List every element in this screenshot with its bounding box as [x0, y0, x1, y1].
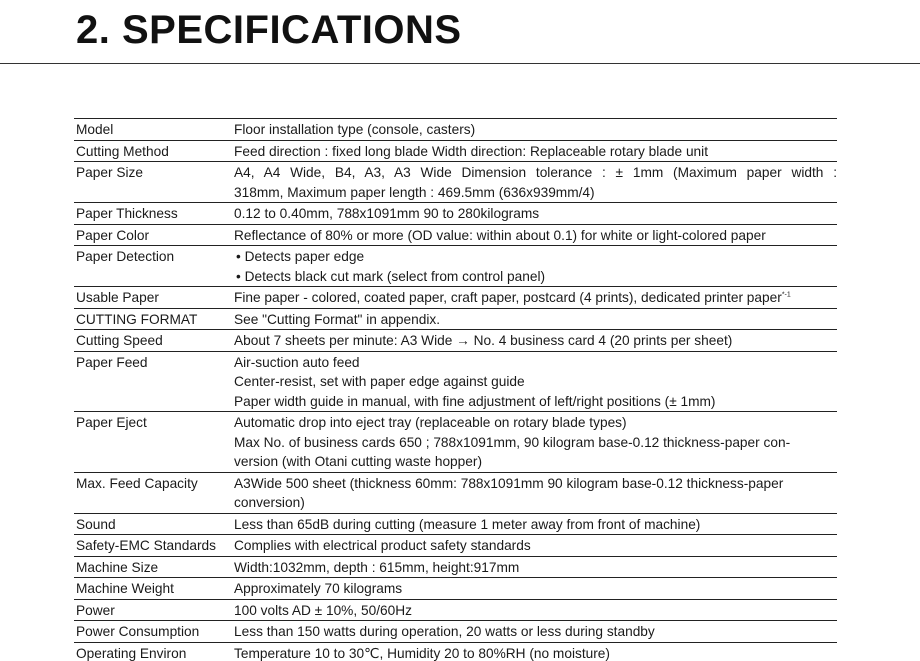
row-value-power: 100 volts AD ± 10%, 50/60Hz [234, 602, 412, 618]
table-row [74, 224, 837, 246]
row-label-paper-detection: Paper Detection [76, 249, 175, 264]
table-row [74, 119, 837, 141]
row-value-paper-thickness: 0.12 to 0.40mm, 788x1091mm 90 to 280kilograms [234, 206, 540, 221]
row-value-cutting-format: See "Cutting Format" in appendix. [234, 311, 441, 327]
paper-eject-line: Max No. of business cards 650 ; 788x1091mm, 90 kilogram base-0.12 thickness-paper con- [234, 434, 791, 450]
paper-detection-item: • Detects paper edge [236, 249, 365, 264]
table-row [74, 412, 837, 473]
row-label-usable-paper: Usable Paper [76, 290, 159, 305]
row-label-operating-environ: Operating Environ [76, 645, 187, 661]
table-row [74, 162, 837, 203]
row-label-power-consumption: Power Consumption [76, 624, 200, 639]
page-title: 2. SPECIFICATIONS [76, 8, 462, 52]
table-row [74, 246, 837, 287]
row-label-cutting-speed: Cutting Speed [76, 333, 163, 348]
paper-feed-line: Paper width guide in manual, with fine adjustment of left/right positions (± 1mm) [234, 393, 716, 409]
table-row [74, 203, 837, 225]
row-label-paper-eject: Paper Eject [76, 415, 147, 430]
row-label-paper-feed: Paper Feed [76, 354, 148, 370]
table-row [74, 642, 837, 661]
table-row [74, 556, 837, 578]
max-feed-capacity-line: A3Wide 500 sheet (thickness 60mm: 788x1091mm 90 kilogram base-0.12 thickness-paper [234, 475, 784, 491]
row-label-paper-thickness: Paper Thickness [76, 206, 178, 221]
row-label-paper-color: Paper Color [76, 227, 150, 243]
row-label-power: Power [76, 602, 115, 618]
row-label-max-feed-capacity: Max. Feed Capacity [76, 475, 198, 491]
row-label-machine-weight: Machine Weight [76, 581, 174, 596]
row-label-cutting-method: Cutting Method [76, 143, 169, 159]
row-value-paper-eject [234, 412, 837, 473]
row-label-cutting-format: CUTTING FORMAT [76, 311, 198, 327]
row-label-machine-size: Machine Size [76, 559, 159, 575]
table-row [74, 578, 837, 600]
row-value-model: Floor installation type (console, casters) [234, 122, 476, 137]
row-label-safety-emc: Safety-EMC Standards [76, 538, 216, 553]
paper-eject-line: Automatic drop into eject tray (replaceable on rotary blade types) [234, 415, 627, 430]
row-label-sound: Sound [76, 516, 116, 532]
table-row [74, 308, 837, 330]
row-value-paper-color: Reflectance of 80% or more (OD value: within about 0.1) for white or light-colored paper [234, 227, 766, 243]
row-label-model: Model [76, 122, 114, 137]
row-value-paper-detection [234, 246, 837, 287]
row-value-power-consumption: Less than 150 watts during operation, 20 watts or less during standby [234, 624, 655, 639]
row-value-usable-paper [234, 287, 837, 309]
title-divider [0, 63, 920, 64]
paper-feed-line: Center-resist, set with paper edge against guide [234, 374, 525, 389]
row-value-paper-feed [234, 351, 837, 412]
row-value-operating-environ: Temperature 10 to 30℃, Humidity 20 to 80%RH (no moisture) [234, 645, 610, 661]
paper-size-line-2: 318mm, Maximum paper length : 469.5mm (636x939mm/4) [234, 184, 595, 200]
table-row [74, 513, 837, 535]
row-value-safety-emc: Complies with electrical product safety standards [234, 538, 531, 553]
row-value-paper-size [234, 162, 837, 203]
row-value-sound: Less than 65dB during cutting (measure 1 meter away from front of machine) [234, 516, 701, 532]
row-value-max-feed-capacity [234, 472, 837, 513]
paper-detection-item: • Detects black cut mark (select from control panel) [236, 268, 546, 284]
table-row [74, 599, 837, 621]
row-value-cutting-speed: About 7 sheets per minute: A3 Wide → No. 4 business card 4 (20 prints per sheet) [234, 333, 733, 348]
table-row [74, 287, 837, 309]
row-value-machine-size: Width:1032mm, depth : 615mm, height:917mm [234, 559, 520, 575]
table-row [74, 351, 837, 412]
table-row [74, 621, 837, 643]
row-value-machine-weight: Approximately 70 kilograms [234, 581, 403, 596]
paper-feed-line: Air-suction auto feed [234, 354, 360, 370]
specifications-table [74, 118, 837, 661]
table-row [74, 330, 837, 352]
table-row [74, 472, 837, 513]
table-row [74, 140, 837, 162]
paper-size-line-1: A4, A4 Wide, B4, A3, A3 Wide Dimension tolerance : ± 1mm (Maximum paper width : [234, 165, 837, 180]
row-value-cutting-method: Feed direction : fixed long blade Width direction: Replaceable rotary blade unit [234, 143, 709, 159]
table-row [74, 535, 837, 557]
row-label-paper-size: Paper Size [76, 165, 143, 180]
usable-paper-text: Fine paper - colored, coated paper, craft paper, postcard (4 prints), dedicated printer paper [234, 290, 782, 305]
paper-eject-line: version (with Otani cutting waste hopper) [234, 454, 483, 469]
usable-paper-footnote: *-1 [781, 291, 791, 299]
max-feed-capacity-line: conversion) [234, 495, 305, 510]
